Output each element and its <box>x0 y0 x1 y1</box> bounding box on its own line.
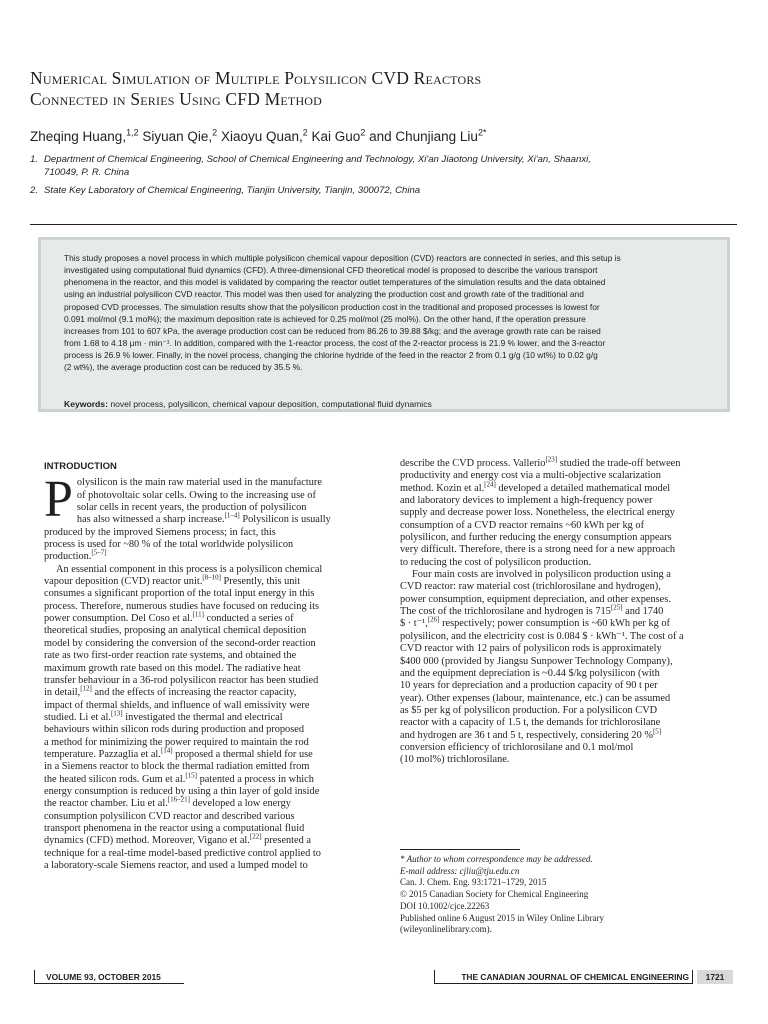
text-line: behaviours within silicon rods during production and proposed <box>44 724 304 736</box>
text-line: in detail,[12] and the effects of increasing the reactor capacity, <box>44 684 297 699</box>
intro-body <box>44 471 378 872</box>
footer-tick <box>34 970 35 984</box>
text-line: CVD reactor: raw material cost (trichlorosilane and hydrogen), <box>400 581 661 593</box>
text-line: consumes a significant proportion of the total input energy in this <box>44 588 315 600</box>
text-line: year). Other expenses (labour, maintenance, etc.) can be assumed <box>400 692 671 704</box>
text-line: consumption polysilicon CVD reactor and described various <box>44 810 295 822</box>
abstract-line: from 1.68 to 4.18 μm · min⁻¹. In addition, compared with the 1-reactor process, the cost of the 2-reactor process is 21.9 % lower, and the 3-reactor <box>64 338 606 349</box>
affiliation-text: State Key Laboratory of Chemical Engineering, Tianjin University, Tianjin, 300072, China <box>44 185 421 196</box>
text-line: conversion efficiency of trichlorosilane and 0.1 mol/mol <box>400 741 634 753</box>
text-line: consumption of a CVD reactor remains ~60 kWh per kg of <box>400 519 645 531</box>
text-line: $ · t⁻¹,[26] respectively; power consumption is ~60 kWh per kg of <box>400 616 671 630</box>
text-line: dynamics (CFD) method. Moreover, Vigano et al.[22] presented a <box>44 832 311 847</box>
abstract-line: phenomena in the reactor, and this model is validated by comparing the reactor outlet temperatures of the simulation results and the data obtained <box>64 277 606 288</box>
page-number: 1721 <box>697 970 733 984</box>
text-line: the reactor chamber. Liu et al.[16–21] developed a low energy <box>44 795 291 810</box>
affiliation-2 <box>30 184 710 197</box>
text-line: method. Kozin et al.[24] developed a detailed mathematical model <box>400 480 671 494</box>
footer-volume: VOLUME 93, OCTOBER 2015 <box>46 972 161 982</box>
text-line: model by considering the conversion of the second-order reaction <box>44 637 316 649</box>
text-line: transport phenomena in the reactor using a computational fluid <box>44 822 305 834</box>
author-name: Kai Guo <box>311 129 361 144</box>
affiliations <box>30 153 710 202</box>
text-line: CVD reactor with 12 pairs of polysilicon rods is approximately <box>400 643 662 655</box>
drop-cap: P <box>44 471 73 529</box>
text-line: theoretical studies, proposing an analytical chemical deposition <box>44 625 307 637</box>
text-line: and laboratory devices to implement a high-frequency power <box>400 495 653 507</box>
abstract-box <box>38 237 730 412</box>
text-line: Four main costs are involved in polysilicon production using a <box>412 569 671 581</box>
footer-journal: THE CANADIAN JOURNAL OF CHEMICAL ENGINEERING <box>461 972 689 982</box>
author-affiliation-mark: 2 <box>360 127 366 138</box>
text-line: supply and decrease power loss. Nonetheless, the electrical energy <box>400 507 675 519</box>
section-heading-introduction: INTRODUCTION <box>44 461 117 472</box>
text-line: a method for minimizing the power required to maintain the rod <box>44 736 309 748</box>
footnote <box>400 854 736 936</box>
affiliation-number: 1. <box>30 154 39 165</box>
citation: Can. J. Chem. Eng. 93:1721–1729, 2015 <box>400 877 547 888</box>
text-line: power consumption, equipment depreciation, and other expenses. <box>400 593 671 605</box>
abstract-line: 0.091 mol/mol (9.1 mol%); the maximum deposition rate is achieved for 0.25 mol/mol (25 mol%). On the other hand, if the operation pressure <box>64 313 586 324</box>
author-list <box>30 129 730 144</box>
right-column <box>400 455 736 767</box>
text-line: transfer behaviour in a 36-rod polysilicon reactor has been studied <box>44 674 319 686</box>
text-line: energy consumption is reduced by using a thin layer of gold inside <box>44 785 320 797</box>
affiliation-text: Department of Chemical Engineering, School of Chemical Engineering and Technology, Xi'an Jiaotong University, Xi'an, Shaanxi, <box>44 154 591 165</box>
author-name: Siyuan Qie, <box>142 129 213 144</box>
keywords <box>64 399 708 409</box>
text-line: very difficult. Therefore, there is a strong need for a new approach <box>400 544 676 556</box>
abstract-text <box>64 252 708 374</box>
text-line: rate as two first-order reaction rate systems, and obtained the <box>44 650 297 662</box>
text-line: and the equipment depreciation is ~0.44 $/kg polysilicon (with <box>400 667 660 679</box>
text-line: polysilicon, and further reducing the energy consumption appears <box>400 532 672 544</box>
text-line: impact of thermal shields, and influence of wall emissivity were <box>44 699 310 711</box>
text-line: a laboratory-scale Siemens reactor, and used a lumped model to <box>44 860 308 871</box>
text-line: the heated silicon rods. Gum et al.[15] patented a process in which <box>44 771 314 785</box>
author-name: and Chunjiang Liu <box>369 129 478 144</box>
text-line: The cost of the trichlorosilane and hydrogen is 715[25] and 1740 <box>400 603 664 618</box>
text-line: vapour deposition (CVD) reactor unit.[8–10] Presently, this unit <box>44 573 301 588</box>
text-line: maximum growth rate based on this model. The radiative heat <box>44 662 301 674</box>
affiliation-text-continued: 710049, P. R. China <box>44 167 130 178</box>
text-line: An essential component in this process is a polysilicon chemical <box>56 563 323 575</box>
author-affiliation-mark: 2 <box>212 127 218 138</box>
text-line: power consumption. Del Coso et al.[11] conducted a series of <box>44 610 294 625</box>
intro-paragraphs <box>44 471 378 872</box>
left-column <box>44 461 378 872</box>
text-line: reactor with a capacity of 1.5 t, the demands for trichlorosilane <box>400 717 661 729</box>
text-line: productivity and energy cost via a multi-objective scalarization <box>400 470 661 482</box>
footnote-rule <box>400 849 520 850</box>
text-line: 10 years for depreciation and a production capacity of 90 t per <box>400 680 658 692</box>
footer-rule <box>34 983 184 984</box>
email-address[interactable]: E-mail address: cjliu@tju.edu.cn <box>400 865 520 876</box>
abstract-line: investigated using computational fluid dynamics (CFD). A three-dimensional CFD theoretical model is proposed to describe the various transport <box>64 265 598 276</box>
header-rule <box>30 224 737 225</box>
doi: DOI 10.1002/cjce.22263 <box>400 900 490 911</box>
abstract-line: using an industrial polysilicon CVD reactor. This model was then used for analyzing the production cost and growth rate of the traditional and <box>64 289 584 300</box>
keywords-text: novel process, polysilicon, chemical vapour deposition, computational fluid dynamics <box>107 399 432 409</box>
text-line: (10 mol%) trichlorosilane. <box>400 754 510 766</box>
library-link: (wileyonlinelibrary.com). <box>400 924 492 935</box>
text-line: polysilicon, and the electricity cost is 0.084 $ · kWh⁻¹. The cost of a <box>400 630 684 642</box>
abstract-line: increases from 101 to 607 kPa, the average production cost can be reduced from 86.26 to 39.88 $/kg; and the average growth rate can be raised <box>64 325 601 336</box>
footer-rule <box>434 983 693 984</box>
text-line: temperature. Pazzaglia et al.[14] proposed a thermal shield for use <box>44 746 313 760</box>
author-affiliation-mark: 2 <box>302 127 308 138</box>
affiliation-number: 2. <box>30 185 39 196</box>
keywords-label: Keywords: <box>64 399 108 409</box>
footer-tick <box>692 970 693 984</box>
author-affiliation-mark: 2* <box>477 127 487 138</box>
text-line: has also witnessed a sharp increase.[1–4] Polysilicon is usually <box>76 511 331 526</box>
text-line: of photovoltaic solar cells. Owing to the increasing use of <box>76 489 316 501</box>
author-affiliation-mark: 1,2 <box>126 127 139 138</box>
abstract-line: (2 wt%), the average production cost can be reduced by 35.5 %. <box>64 362 303 373</box>
text-line: process. Therefore, numerous studies have focused on reducing its <box>44 600 319 612</box>
copyright: © 2015 Canadian Society for Chemical Engineering <box>400 889 589 900</box>
right-paragraphs <box>400 455 736 767</box>
published-online: Published online 6 August 2015 in Wiley Online Library <box>400 912 604 923</box>
abstract-line: proposed CVD processes. The simulation results show that the polysilicon production cost in the traditional and proposed processes is lowest for <box>64 301 600 312</box>
text-line: process is used for ~80 % of the total worldwide polysilicon <box>44 539 294 551</box>
text-line: solar cells in recent years, the production of polysilicon <box>76 502 307 514</box>
text-line: to reducing the cost of polysilicon production. <box>400 556 592 568</box>
paper-title <box>30 68 730 110</box>
text-line: and hydrogen are 36 t and 5 t, respectively, considering 20 %[5] <box>400 727 662 741</box>
abstract-line: process is 26.9 % lower. Finally, in the novel process, changing the chlorine hydride of the feed in the reactor 2 from 0.1 g/g (10 wt%) to 0.02 g/g <box>64 350 598 361</box>
abstract-line: This study proposes a novel process in which multiple polysilicon chemical vapour deposition (CVD) reactors are connected in series, and this setup is <box>64 253 621 263</box>
text-line: studied. Li et al.[13] investigated the thermal and electrical <box>44 709 283 723</box>
title-line: Connected in Series Using CFD Method <box>30 89 323 109</box>
footer-tick <box>434 970 435 984</box>
text-line: produced by the improved Siemens process; in fact, this <box>44 526 276 538</box>
correspondence-note: * Author to whom correspondence may be addressed. <box>400 854 593 864</box>
text-line: describe the CVD process. Vallerio[23] studied the trade-off between <box>400 455 681 469</box>
affiliation-1 <box>30 153 710 179</box>
author-name: Xiaoyu Quan, <box>220 129 303 144</box>
page-footer <box>30 970 737 986</box>
title-line: Numerical Simulation of Multiple Polysilicon CVD Reactors <box>30 68 482 88</box>
text-line: production.[5–7] <box>44 548 107 563</box>
text-line: as $5 per kg of polysilicon production. For a polysilicon CVD <box>400 704 658 716</box>
text-line: in a Siemens reactor to block the thermal radiation emitted from <box>44 761 310 773</box>
author-name: Zheqing Huang, <box>30 129 127 144</box>
text-line: $400 000 (provided by Jiangsu Sunpower Technology Company), <box>400 655 673 667</box>
text-line: technique for a real-time model-based predictive control applied to <box>44 847 321 859</box>
text-line: olysilicon is the main raw material used in the manufacture <box>76 477 322 489</box>
